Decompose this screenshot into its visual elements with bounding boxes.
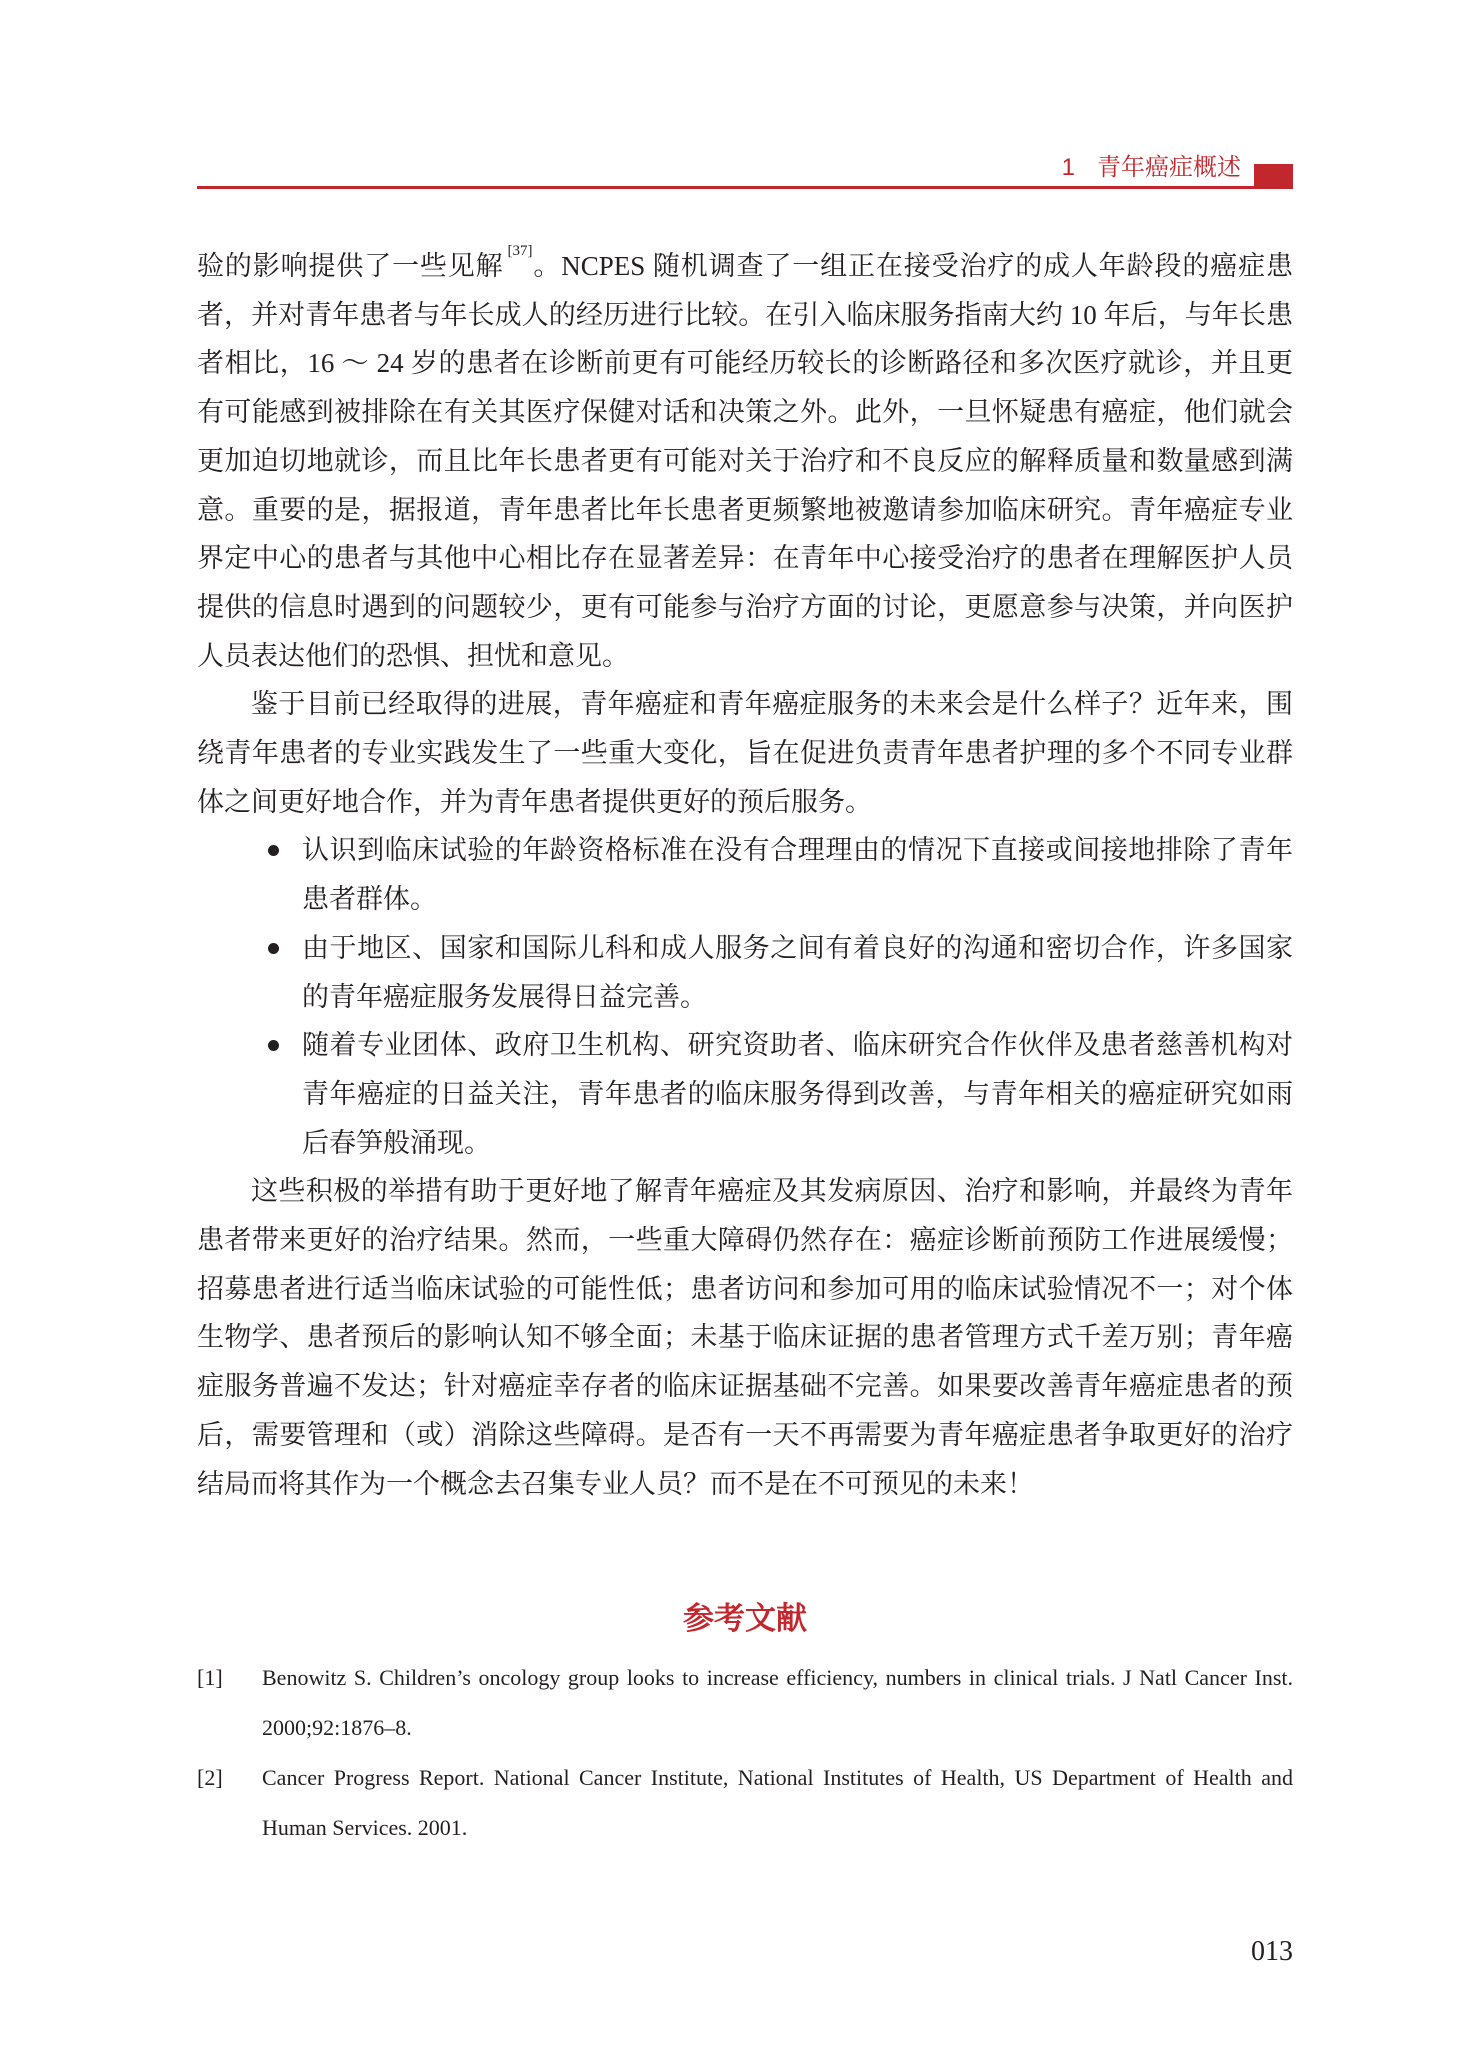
reference-list bbox=[197, 1653, 1293, 1853]
reference-item bbox=[197, 1753, 1293, 1853]
body-text bbox=[197, 242, 1293, 1508]
list-item-text: 随着专业团体、政府卫生机构、研究资助者、临床研究合作伙伴及患者慈善机构对青年癌症的日益关注，青年患者的临床服务得到改善，与青年相关的癌症研究如雨后春笋般涌现。 bbox=[302, 1030, 1293, 1158]
bullet-icon bbox=[268, 943, 279, 954]
reference-label: [1] bbox=[197, 1665, 223, 1690]
running-header bbox=[1062, 150, 1241, 186]
chapter-number: 1 bbox=[1061, 154, 1075, 181]
list-item-text: 由于地区、国家和国际儿科和成人服务之间有着良好的沟通和密切合作，许多国家的青年癌症服务发展得日益完善。 bbox=[302, 932, 1293, 1012]
paragraph-3: 这些积极的举措有助于更好地了解青年癌症及其发病原因、治疗和影响，并最终为青年患者带来更好的治疗结果。然而，一些重大障碍仍然存在：癌症诊断前预防工作进展缓慢；招募患者进行适当临床试验的可能性低；患者访问和参加可用的临床试验情况不一；对个体生物学、患者预后的影响认知不够全面；未基于临床证据的患者管理方式千差万别；青年癌症服务普遍不发达；针对癌症幸存者的临床证据基础不完善。如果要改善青年癌症患者的预后，需要管理和（或）消除这些障碍。是否有一天不再需要为青年癌症患者争取更好的治疗结局而将其作为一个概念去召集专业人员？而不是在不可预见的未来！ bbox=[197, 1176, 1293, 1499]
chapter-title: 青年癌症概述 bbox=[1097, 154, 1241, 181]
reference-text: Benowitz S. Children’s oncology group looks to increase efficiency, numbers in clinical trials. J Natl Cancer Inst. 2000;92:1876–8. bbox=[262, 1665, 1293, 1740]
reference-item bbox=[197, 1653, 1293, 1753]
reference-label: [2] bbox=[197, 1765, 223, 1790]
paragraph-1 bbox=[197, 242, 1293, 680]
references-heading: 参考文献 bbox=[683, 1601, 807, 1636]
header-accent-block bbox=[1254, 164, 1293, 188]
list-item bbox=[302, 826, 1293, 923]
bullet-icon bbox=[268, 1040, 279, 1051]
bullet-list bbox=[197, 826, 1293, 1167]
header-rule bbox=[197, 186, 1293, 189]
page-number: 013 bbox=[1251, 1936, 1293, 1967]
paragraph-1-text-end: 。NCPES 随机调查了一组正在接受治疗的成人年龄段的癌症患者，并对青年患者与年长成人的经历进行比较。在引入临床服务指南大约 10 年后，与年长患者相比，16 ～ 24 岁的患者在诊断前更有可能经历较长的诊断路径和多次医疗就诊，并且更有可能感到被排除在有关其医疗保健对话和决策之外。此外，一旦怀疑患有癌症，他们就会更加迫切地就诊，而且比年长患者更有可能对关于治疗和不良反应的解释质量和数量感到满意。重要的是，据报道，青年患者比年长患者更频繁地被邀请参加临床研究。青年癌症专业界定中心的患者与其他中心相比存在显著差异：在青年中心接受治疗的患者在理解医护人员提供的信息时遇到的问题较少，更有可能参与治疗方面的讨论，更愿意参与决策，并向医护人员表达他们的恐惧、担忧和意见。 bbox=[197, 251, 1294, 671]
citation-superscript: [37] bbox=[507, 243, 533, 260]
reference-text: Cancer Progress Report. National Cancer Institute, National Institutes of Health, US Department of Health and Human Services. 2001. bbox=[262, 1765, 1293, 1840]
list-item bbox=[302, 924, 1293, 1021]
paragraph-1-text-start: 验的影响提供了一些见解 bbox=[197, 251, 504, 281]
bullet-icon bbox=[268, 845, 279, 856]
paragraph-2: 鉴于目前已经取得的进展，青年癌症和青年癌症服务的未来会是什么样子？近年来，围绕青年患者的专业实践发生了一些重大变化，旨在促进负责青年患者护理的多个不同专业群体之间更好地合作，并为青年患者提供更好的预后服务。 bbox=[197, 689, 1293, 817]
list-item bbox=[302, 1021, 1293, 1167]
list-item-text: 认识到临床试验的年龄资格标准在没有合理理由的情况下直接或间接地排除了青年患者群体。 bbox=[302, 835, 1293, 915]
